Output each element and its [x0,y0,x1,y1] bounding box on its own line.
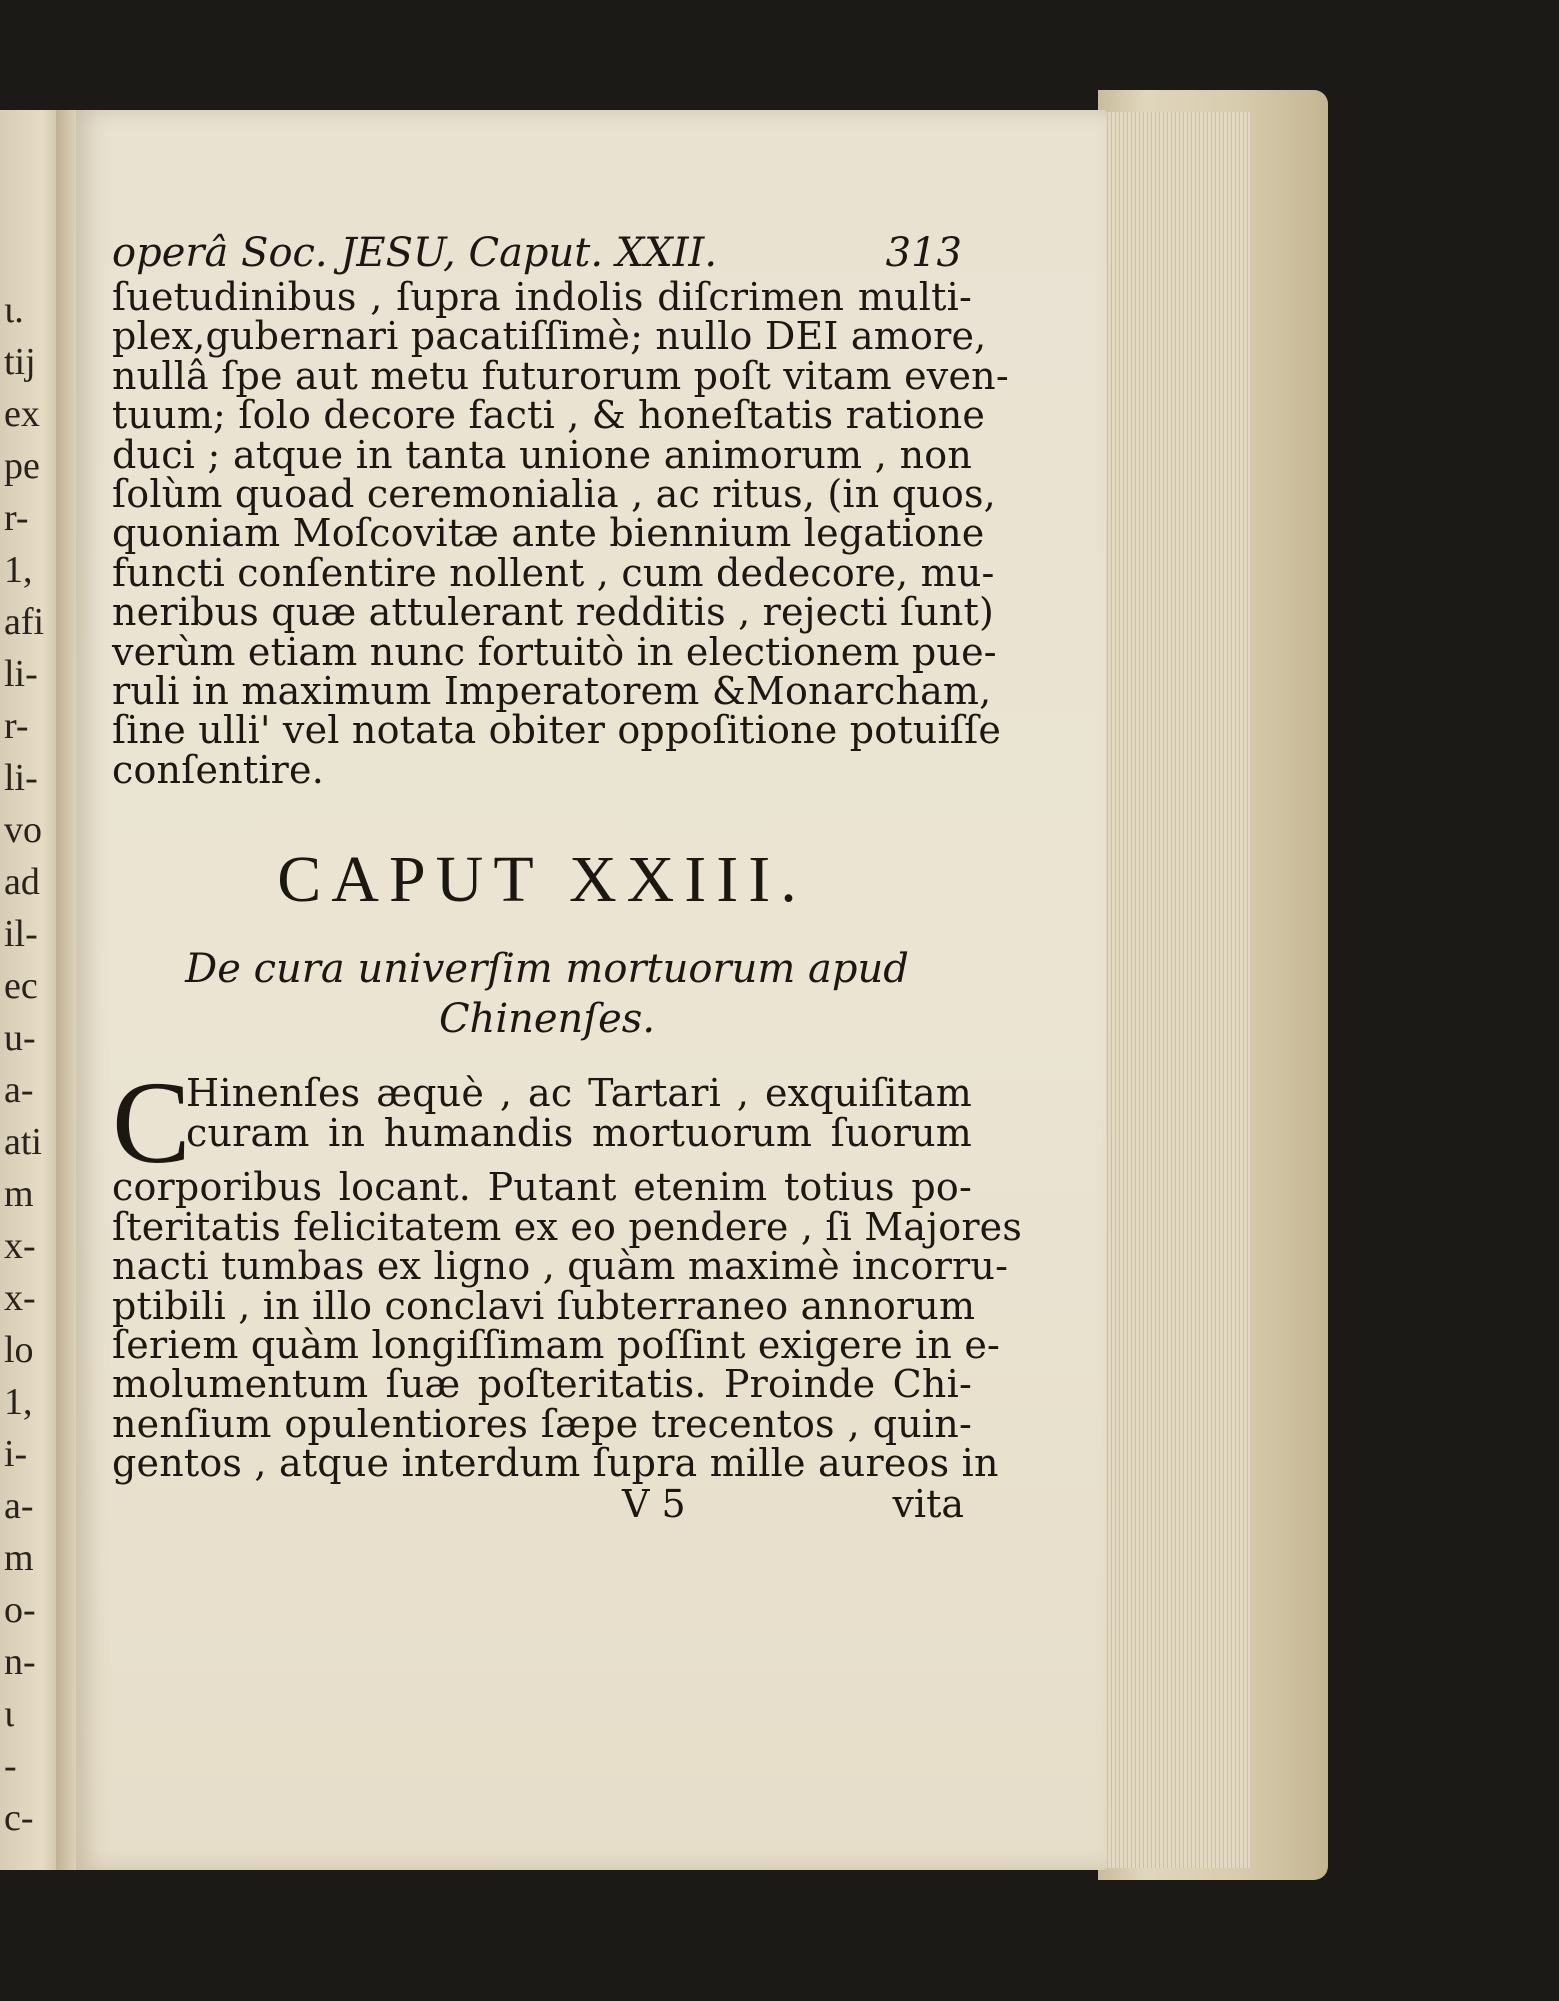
left-edge-fragment: pe [4,445,40,487]
text-line: duci ; atque in tanta unione animorum , non [112,432,972,477]
left-edge-fragment: m [4,1173,34,1215]
left-edge-fragment: ι. [4,289,24,331]
left-edge-fragment: r- [4,705,29,747]
text-line: functi conſentire nollent , cum dedecore, mu- [112,550,995,595]
running-header [112,228,972,278]
left-edge-fragment: o- [4,1589,36,1631]
drop-cap: C [112,1057,191,1189]
left-edge-fragment: ι [4,1693,15,1735]
text-line: nacti tumbas ex ligno , quàm maximè incorru- [112,1244,1009,1289]
text-line: ruli in maximum Imperatorem &Monarcham, [112,669,992,714]
left-edge-fragment: ati [4,1121,42,1163]
subtitle-line: Chinenſes. [438,996,656,1043]
running-title: operâ Soc. JESU, Caput. XXII. [112,230,718,276]
left-edge-fragment: - [4,1745,17,1787]
left-edge-fragment: tij [4,341,36,383]
left-edge-fragment: ex [4,393,40,435]
left-edge-fragment: x- [4,1225,36,1267]
chapter-heading: CAPUT XXIII. [277,843,807,917]
text-line: molumentum ſuæ poſteritatis. Proinde Chi- [112,1362,972,1407]
left-edge-fragment: n- [4,1641,36,1683]
paragraph-continued [112,275,1009,792]
left-edge-fragment: ad [4,861,40,903]
catchword: vita [892,1481,964,1526]
text-line: Hinenſes æquè , ac Tartari , exquiſitam [186,1071,972,1116]
text-line: ptibili , in illo conclavi ſubterraneo annorum [112,1283,976,1328]
left-edge-fragment: a- [4,1069,34,1111]
paragraph-chapter-start [112,1057,1023,1486]
left-edge-fragment: x- [4,1277,36,1319]
page-footer [112,1481,972,1526]
text-line: ſeriem quàm longiſſimam poſſint exigere in e- [112,1322,1001,1367]
left-edge-fragment: li- [4,757,38,799]
text-line: conſentire. [112,747,325,792]
text-line: corporibus locant. Putant etenim totius po- [112,1165,972,1210]
chapter-subtitle [112,944,972,1044]
text-line: verùm etiam nunc fortuitò in electionem pue- [112,629,997,674]
text-line: nullâ ſpe aut metu futurorum poſt vitam even- [112,353,1009,398]
left-edge-fragment: u- [4,1017,36,1059]
left-edge-fragment: li- [4,653,38,695]
left-edge-fragment: i- [4,1433,28,1475]
left-page [0,110,60,1870]
text-line: ſolùm quoad ceremonialia , ac ritus, (in quos, [112,472,996,517]
left-edge-fragment: lo [4,1329,34,1371]
text-line: plex,gubernari pacatiſſimè; nullo DEI amore, [112,314,987,359]
text-line: quoniam Moſcovitæ ante biennium legatione [112,511,985,556]
left-edge-fragment: r- [4,497,29,539]
left-edge-fragment: 1, [4,1381,33,1423]
left-edge-fragment: il- [4,913,38,955]
text-line: neribus quæ attulerant redditis , rejecti ſunt) [112,590,995,635]
text-line: ſine ulli' vel notata obiter oppoſitione potuiſſe [112,708,1002,753]
subtitle-line: De cura univerſim mortuorum apud [185,946,909,993]
left-edge-fragment: afi [4,601,45,643]
left-edge-fragment: m [4,1537,34,1579]
left-edge-fragment: 1, [4,549,33,591]
text-line: nenſium opulentiores ſæpe trecentos , quin- [112,1401,972,1446]
left-edge-fragment: c- [4,1797,34,1839]
page-fore-edge [1100,112,1250,1868]
page-text [112,228,1023,1526]
text-line: ſteritatis felicitatem ex eo pendere , ſi Majores [112,1204,1023,1249]
left-edge-fragment: vo [4,809,42,851]
signature-mark: V 5 [622,1481,686,1526]
text-line: curam in humandis mortuorum ſuorum [186,1110,972,1155]
text-line: gentos , atque interdum ſupra mille aureos in [112,1441,999,1486]
text-line: ſuetudinibus , ſupra indolis diſcrimen multi- [112,275,972,319]
left-page-edge-text [0,110,60,1870]
text-line: tuum; ſolo decore facti , & honeſtatis ratione [112,393,986,438]
left-edge-fragment: a- [4,1485,34,1527]
page-number: 313 [885,230,962,276]
left-edge-fragment: ec [4,965,38,1007]
